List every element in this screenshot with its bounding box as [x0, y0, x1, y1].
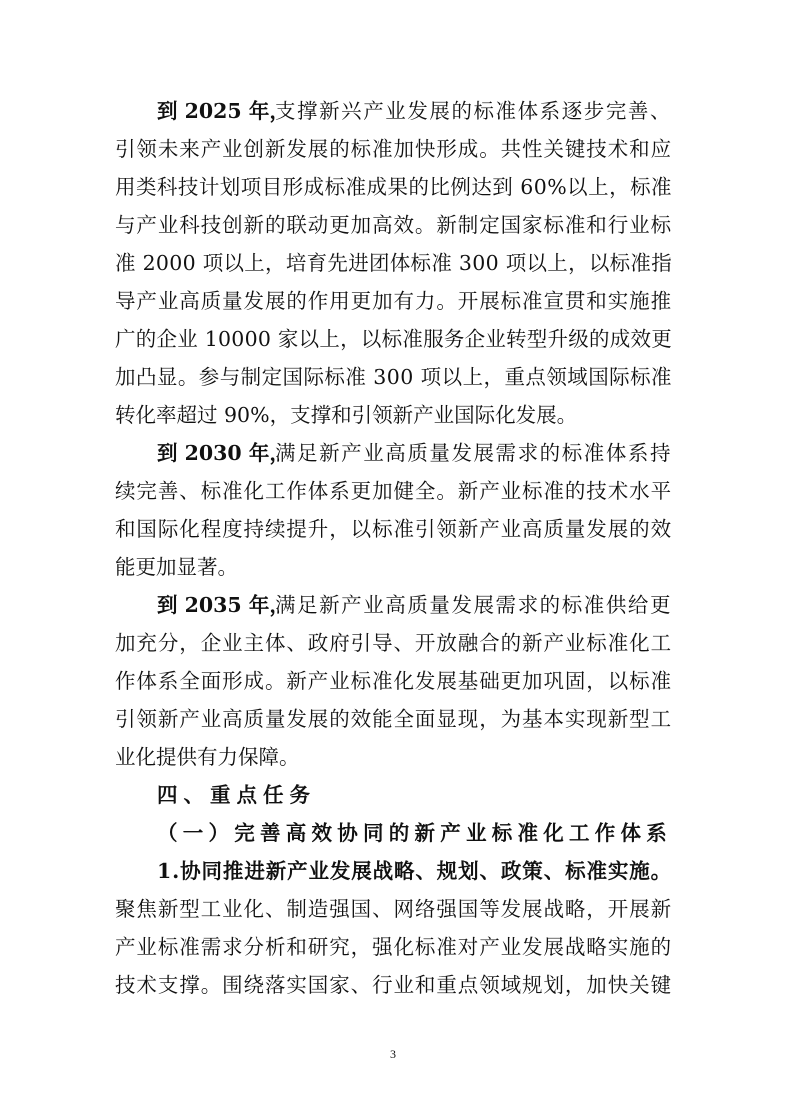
subsection-heading: （一）完善高效协同的新产业标准化工作体系	[157, 821, 672, 845]
text-line	[0, 96, 786, 126]
text-line	[0, 590, 786, 620]
text-line	[0, 172, 786, 202]
text-span: 和国际化程度持续提升，以标准引领新产业高质量发展的效	[115, 517, 672, 541]
text-span: 业化提供有力保障。	[115, 745, 300, 769]
text-span: 技术支撑。围绕落实国家、行业和重点领域规划，加快关键	[115, 973, 672, 997]
text-line	[0, 210, 786, 240]
text-span: 作体系全面形成。新产业标准化发展基础更加巩固，以标准	[115, 669, 672, 693]
text-span: 加充分，企业主体、政府引导、开放融合的新产业标准化工	[115, 631, 672, 655]
text-line	[0, 856, 786, 886]
goal-year-2030: 到 2030 年，	[157, 441, 290, 465]
text-span: 产业标准需求分析和研究，强化标准对产业发展战略实施的	[115, 935, 672, 959]
text-span: 导产业高质量发展的作用更加有力。开展标准宣贯和实施推	[115, 289, 672, 313]
text-span: 转化率超过 90%，支撑和引领新产业国际化发展。	[115, 403, 578, 427]
text-span: 能更加显著。	[115, 555, 238, 579]
text-span: 支撑新兴产业发展的标准体系逐步完善、	[275, 99, 672, 123]
text-line	[0, 742, 786, 772]
text-line	[0, 894, 786, 924]
text-span: 用类科技计划项目形成标准成果的比例达到 60%以上，标准	[115, 175, 672, 199]
text-line	[0, 476, 786, 506]
text-line	[0, 438, 786, 468]
text-line	[0, 970, 786, 1000]
text-span: 满足新产业高质量发展需求的标准供给更	[275, 593, 672, 617]
text-span: 引领未来产业创新发展的标准加快形成。共性关键技术和应	[115, 137, 672, 161]
text-span: 引领新产业高质量发展的效能全面显现，为基本实现新型工	[115, 707, 672, 731]
text-span: 加凸显。参与制定国际标准 300 项以上，重点领域国际标准	[115, 365, 672, 389]
text-line	[0, 932, 786, 962]
text-line	[0, 400, 786, 430]
text-line	[0, 552, 786, 582]
goal-year-2025: 到 2025 年，	[157, 99, 290, 123]
text-span: 续完善、标准化工作体系更加健全。新产业标准的技术水平	[115, 479, 672, 503]
text-line	[0, 666, 786, 696]
section-heading: 四、重点任务	[157, 783, 316, 807]
text-line	[0, 248, 786, 278]
goal-year-2035: 到 2035 年，	[157, 593, 290, 617]
page-number: 3	[390, 1047, 396, 1061]
text-span: 满足新产业高质量发展需求的标准体系持	[275, 441, 672, 465]
text-line	[0, 628, 786, 658]
text-line	[0, 324, 786, 354]
text-span: 与产业科技创新的联动更加高效。新制定国家标准和行业标	[115, 213, 672, 237]
text-line	[0, 514, 786, 544]
text-line	[0, 362, 786, 392]
text-line	[0, 134, 786, 164]
item-heading: 1.协同推进新产业发展战略、规划、政策、标准实施。	[157, 859, 672, 883]
text-line	[0, 286, 786, 316]
text-span: 广的企业 10000 家以上，以标准服务企业转型升级的成效更	[115, 327, 672, 351]
text-line	[0, 704, 786, 734]
text-line	[0, 818, 786, 848]
text-span: 聚焦新型工业化、制造强国、网络强国等发展战略，开展新	[115, 897, 672, 921]
text-span: 准 2000 项以上，培育先进团体标准 300 项以上，以标准指	[115, 251, 672, 275]
text-line	[0, 780, 786, 810]
